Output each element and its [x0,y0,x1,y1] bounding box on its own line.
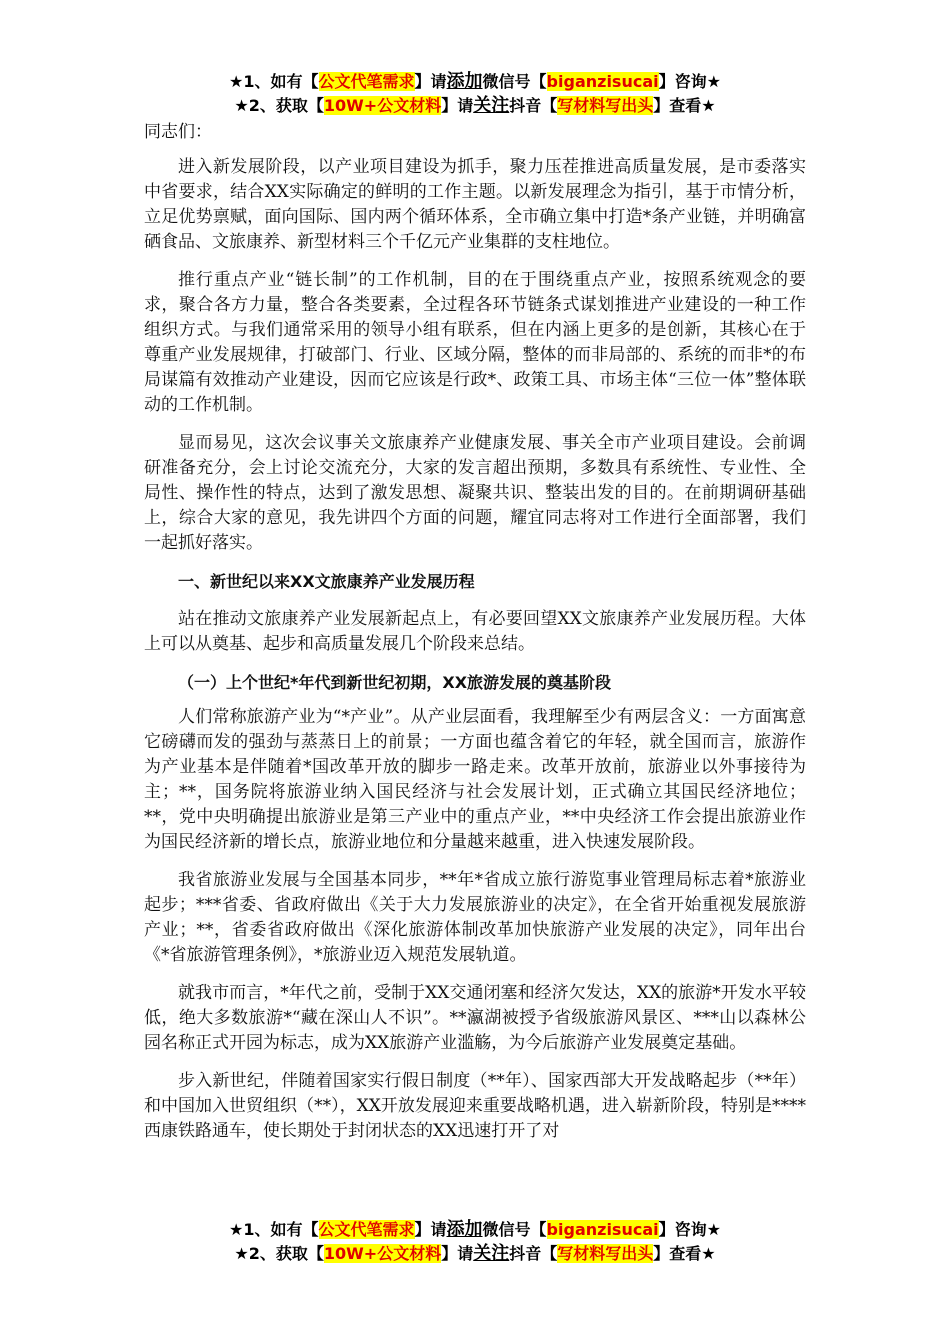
paragraph-7: 就我市而言，*年代之前，受制于XX交通闭塞和经济欠发达，XX的旅游*开发水平较低，绝大多数旅游*“藏在深山人不识”。**瀛湖被授予省级旅游风景区、***山以森林公园名称正式开园为标志，成为XX旅游产业滥觞，为今后旅游产业发展奠定基础。 [144,983,806,1053]
emphasis-add: 添加 [446,1219,483,1240]
paragraph-3: 显而易见，这次会议事关文旅康养产业健康发展、事关全市产业项目建设。会前调研准备充分，会上讨论交流充分，大家的发言超出预期，多数具有系统性、专业性、全局性、操作性的特点，达到了激发思想、凝聚共识、整装出发的目的。在前期调研基础上，综合大家的意见，我先讲四个方面的问题，耀宜同志将对工作进行全面部署，我们一起抓好落实。 [144,433,806,553]
highlight-wechat-id: biganzisucai [546,72,659,91]
subsection-heading-1: （一）上个世纪*年代到新世纪初期，XX旅游发展的奠基阶段 [178,673,612,692]
emphasis-follow: 关注 [473,1243,510,1264]
highlight-service: 公文代笔需求 [318,1220,415,1239]
promo-line-2-bottom: ★2、获取【10W+公文材料】请关注抖音【写材料写出头】查看★ [234,1243,716,1264]
highlight-douyin-account: 写材料写出头 [557,96,654,115]
paragraph-8: 步入新世纪，伴随着国家实行假日制度（**年）、国家西部大开发战略起步（**年）和中国加入世贸组织（**），XX开放发展迎来重要战略机遇，进入崭新阶段，特别是****西康铁路通车，使长期处于封闭状态的XX迅速打开了对 [144,1071,806,1141]
document-body [144,120,806,1144]
highlight-wechat-id: biganzisucai [546,1220,659,1239]
salutation: 同志们： [144,122,212,142]
emphasis-follow: 关注 [473,95,510,116]
promo-line-1-top: ★1、如有【公文代笔需求】请添加微信号【biganzisucai】咨询★ [229,71,721,92]
paragraph-4: 站在推动文旅康养产业发展新起点上，有必要回望XX文旅康养产业发展历程。大体上可以从奠基、起步和高质量发展几个阶段来总结。 [144,609,806,654]
highlight-service: 公文代笔需求 [318,72,415,91]
section-heading-1: 一、新世纪以来XX文旅康养产业发展历程 [178,572,475,591]
highlight-materials: 10W+公文材料 [323,1244,442,1263]
promo-line-1-bottom: ★1、如有【公文代笔需求】请添加微信号【biganzisucai】咨询★ [229,1219,721,1240]
paragraph-2: 推行重点产业“链长制”的工作机制，目的在于围绕重点产业，按照系统观念的要求，聚合各方力量，整合各类要素，全过程各环节链条式谋划推进产业建设的一种工作组织方式。与我们通常采用的领导小组有联系，但在内涵上更多的是创新，其核心在于尊重产业发展规律，打破部门、行业、区域分隔，整体的而非局部的、系统的而非*的布局谋篇有效推动产业建设，因而它应该是行政*、政策工具、市场主体“三位一体”整体联动的工作机制。 [144,270,806,415]
paragraph-5: 人们常称旅游产业为“*产业”。从产业层面看，我理解至少有两层含义：一方面寓意它磅礴而发的强劲与蒸蒸日上的前景；一方面也蕴含着它的年轻，就全国而言，旅游作为产业基本是伴随着*国改革开放的脚步一路走来。改革开放前，旅游业以外事接待为主；**，国务院将旅游业纳入国民经济与社会发展计划，正式确立其国民经济地位；**，党中央明确提出旅游业是第三产业中的重点产业，**中央经济工作会提出旅游业作为国民经济新的增长点，旅游业地位和分量越来越重，进入快速发展阶段。 [144,707,806,852]
highlight-materials: 10W+公文材料 [323,96,442,115]
highlight-douyin-account: 写材料写出头 [557,1244,654,1263]
paragraph-6: 我省旅游业发展与全国基本同步，**年*省成立旅行游览事业管理局标志着*旅游业起步；***省委、省政府做出《关于大力发展旅游业的决定》，在全省开始重视发展旅游产业；**，省委省政府做出《深化旅游体制改革加快旅游产业发展的决定》，同年出台《*省旅游管理条例》，*旅游业迈入规范发展轨道。 [144,870,806,965]
emphasis-add: 添加 [446,71,483,92]
promo-line-2-top: ★2、获取【10W+公文材料】请关注抖音【写材料写出头】查看★ [234,95,716,116]
paragraph-1: 进入新发展阶段，以产业项目建设为抓手，聚力压茬推进高质量发展，是市委落实中省要求，结合XX实际确定的鲜明的工作主题。以新发展理念为指引，基于市情分析，立足优势禀赋，面向国际、国内两个循环体系，全市确立集中打造*条产业链，并明确富硒食品、文旅康养、新型材料三个千亿元产业集群的支柱地位。 [144,157,806,252]
